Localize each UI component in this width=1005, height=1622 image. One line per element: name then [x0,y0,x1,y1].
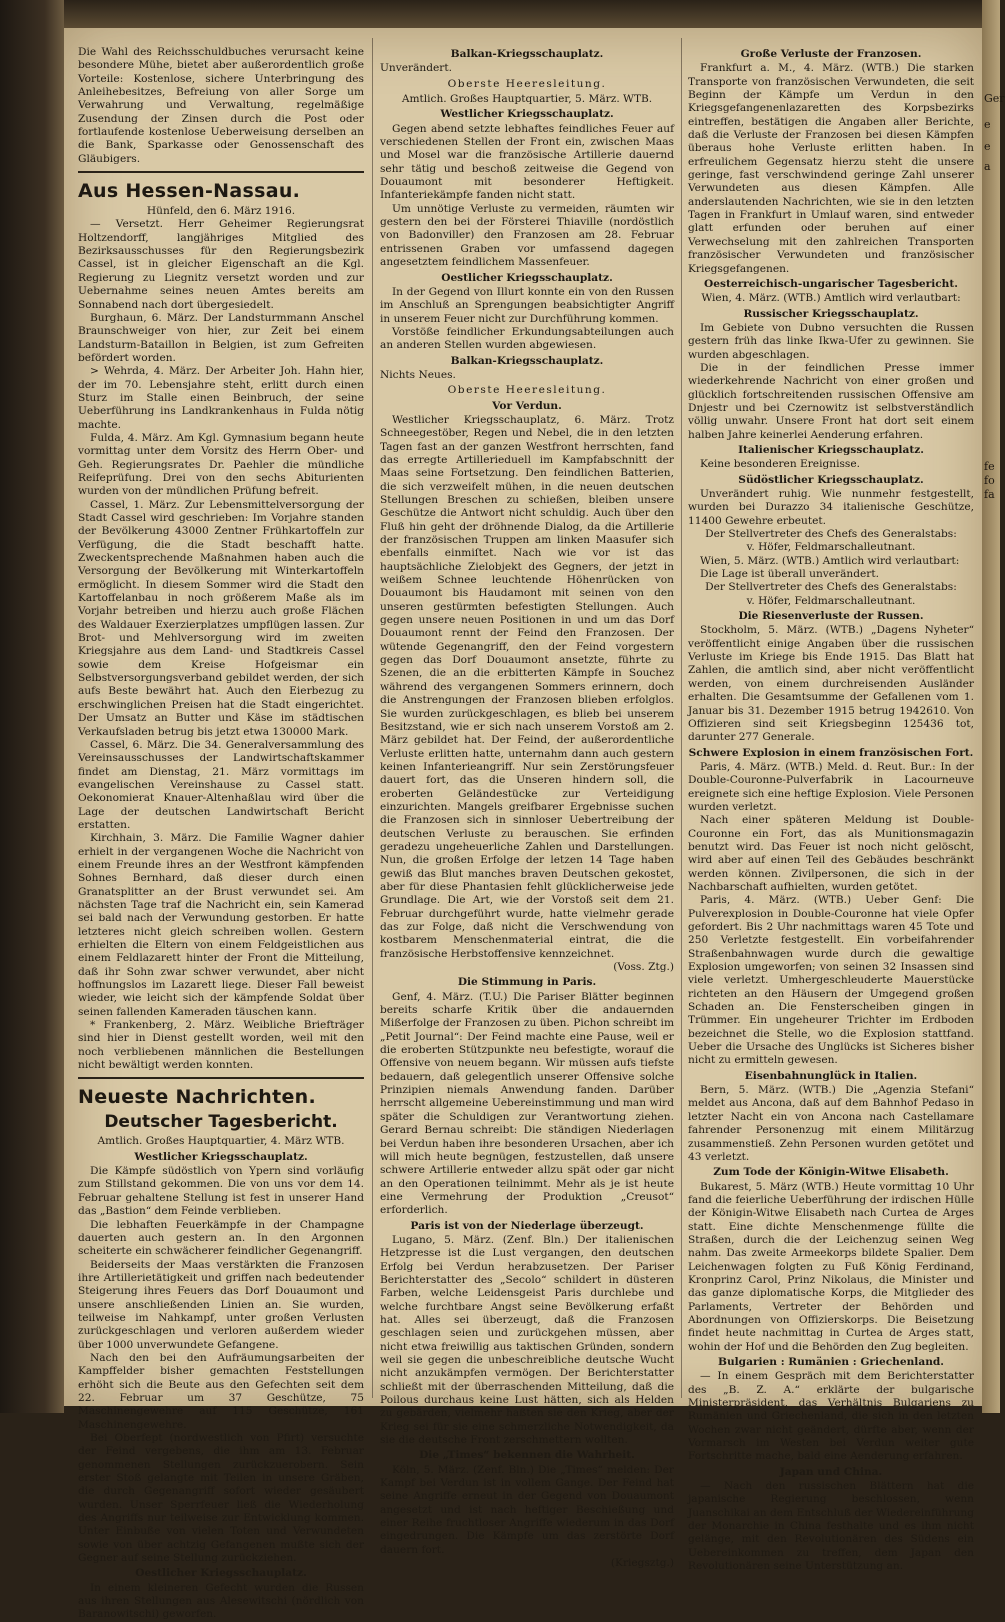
article-paragraph: Im Gebiete von Dubno versuchten die Russen gestern früh das linke Ikwa-Ufer zu gewinnen. Sie wurden abgeschlagen. [688,321,974,361]
headline: Japan und China. [779,1465,883,1478]
article-paragraph: Unverändert. [380,62,452,75]
article-paragraph: Burghaun, 6. März. Der Landsturmmann Anschel Braunschweiger von hier, zur Zeit bei einem Landsturm-Bataillon in Belgien, ist zum Gefreiten befördert worden. [78,311,364,364]
article-paragraph: Frankfurt a. M., 4. März. (WTB.) Die starken Transporte von französischen Verwundeten, die seit Beginn der Kämpfe um Verdun in den Kriegsgefangenenlazaretten des Korpsbezirks eintreffen, bestätigen die Angaben aller Berichte, daß die Verluste der Franzosen bei diesen Kämpfen überaus hohe Verluste erlitten haben. In erfreulichem Gegensatz hierzu steht die unsere geringe, fast verschwindend geringe Zahl unserer Verwundeten aus diesen Kämpfen. Alle anderslautenden Nachrichten, wie sie in den letzten Tagen in Frankfurt in Umlauf waren, sind entweder glatt erfunden oder beruhen auf einer Verwechselung mit den zahlreichen Transporten französischer Verwundeten und französischer Kriegsgefangenen. [688,62,974,275]
article-paragraph: * Frankenberg, 2. März. Weibliche Briefträger sind hier in Dienst gestellt worden, weil mit den noch verbliebenen männlichen die Bestellungen nicht bewältigt werden konnten. [78,1019,364,1072]
report-dateline: Amtlich. Großes Hauptquartier, 4. März WTB. [97,1135,345,1148]
edge-text: Ger [984,92,1005,105]
column-left [78,46,364,1622]
newspaper-page [64,28,982,1621]
report-title: Deutscher Tagesbericht. [104,1112,338,1133]
article-paragraph: In einem kleineren Gefecht wurden die Russen aus ihren Stellungen aus Alesewitschi (nördlich von Baranowitschi) geworfen. [78,1581,364,1621]
edge-text: fo [984,474,995,487]
article-paragraph: Vorstöße feindlicher Erkundungsabteilungen auch an anderen Stellen wurden abgewiesen. [380,325,674,352]
headline: Die „Times“ bekennen die Wahrheit. [419,1449,635,1462]
subhead: Südöstlicher Kriegsschauplatz. [738,473,924,486]
article-paragraph: Bei Oberfept (nordwestlich von Pfirt) versuchte der Feind vergebens, die ihm am 13. Februar genommenen Stellungen zurückzuerobern. Sein erster Stoß gelangte mit Teilen in unsere Gräben, die durch Gegenangriff sofort wieder gesäubert wurden. Unser Sperrfeuer ließ die Wiederholung des Angriffs nur teilweise zur Entwicklung kommen. Unter Einbuße von vielen Toten und Verwundeten sowie von über achtzig Gefangenen mußte sich der Gegner auf seine Stellung zurückziehen. [78,1432,364,1565]
signature: Oberste Heeresleitung. [447,384,607,397]
edge-text: fe [984,460,995,473]
article-paragraph: Köln, 5. März. (Zenf. Bln.) Die „Times“ melden: Der Kampf bei Verdun ist in vollem Gange. Der Feind hat seine Angriffe erneut in der Gegend von Douaumont angesetzt und ist nach heftiger Beschießung und einer Reihe fruchtloser Angriffe wiederum in das Dorf eingedrungen. Die Kämpfe um das zerstörte Dorf dauern fort. [380,1463,674,1556]
signature: Der Stellvertreter des Chefs des Generalstabs: [705,581,957,594]
article-paragraph: Unverändert ruhig. Wie nunmehr festgestellt, wurden bei Durazzo 34 italienische Geschütze, 11400 Gewehre erbeutet. [688,488,974,527]
article-paragraph: Genf, 4. März. (T.U.) Die Pariser Blätter beginnen bereits scharfe Kritik über die andauernden Mißerfolge der Franzosen zu üben. Pichon schreibt im „Petit Journal“: Der Feind machte eine Pause, weil er die eroberten Stützpunkte neu befestigte, worauf die Offensive von neuem begann. Wir müssen aufs tiefste bedauern, daß gelegentlich unserer Offensive solche Prinzipien niemals Anwendung fanden. Darüber herrscht allgemeine Uebereinstimmung und man wird später die Schuldigen zur Verantwortung ziehen. Gerard Bernau schreibt: Die ständigen Niederlagen bei Verdun haben ihre besonderen Ursachen, aber ich will mich heute begnügen, festzustellen, daß unsere schwere Artillerie entweder allzu spät oder gar nicht an den Operationen teilnimmt. Mehr als je ist heute eine Vermehrung der Produktion „Creusot“ erforderlich. [380,990,674,1217]
article-paragraph: Wien, 5. März. (WTB.) Amtlich wird verlautbart: [700,554,960,567]
headline: Eisenbahnunglück in Italien. [744,1069,918,1082]
news-title: Neueste Nachrichten. [78,1086,316,1109]
top-edge [64,0,982,28]
intro-paragraph: Die Wahl des Reichsschuldbuches verursacht keine besondere Mühe, bietet aber außerordentlich große Vorteile: Kostenlose, sichere Unterbringung des Anleihebesitzes, Befreiung von aller Sorge um Verwahrung und Verwaltung, regelmäßige Zusendung der Zinsen durch die Post oder fortlaufende kostenlose Ueberweisung derselben an die Bank, Sparkasse oder Genossenschaft des Gläubigers. [78,46,364,165]
edge-text: a [984,160,991,173]
signature: v. Höfer, Feldmarschalleutnant. [746,541,916,554]
column-middle [380,46,674,1571]
subhead: Westlicher Kriegsschauplatz. [134,1150,308,1163]
article-paragraph: — Versetzt. Herr Geheimer Regierungsrat Holtzendorff, langjähriges Mitglied des Bezirksausschusses für den Regierungsbezirk Cassel, ist in gleicher Eigenschaft an die Kgl. Regierung zu Liegnitz versetzt worden und zur Uebernahme seines neuen Amtes bereits am Sonnabend nach dort übergesiedelt. [78,218,364,311]
article-paragraph: — Nach den russischen Blättern hat die japanische Regierung beschlossen, wenn Juanschikai an dem Entschluß der Wiedereinführung der Monarchie in China festhalte und es ihm nicht gelänge, mit den Revolutionären des Südens ein Uebereinkommen zu treffen, dem Japan den Revolutionären seine Unterstützung an. [688,1480,974,1573]
article-paragraph: In der Gegend von Illurt konnte ein von den Russen im Anschluß an Sprengungen beabsichtigter Angriff in unserem Feuer nicht zur Durchführung kommen. [380,285,674,325]
headline: Paris ist von der Niederlage überzeugt. [410,1219,644,1232]
subhead: Oestlicher Kriegsschauplatz. [135,1567,307,1580]
headline: Vor Verdun. [492,399,562,412]
signature: Oberste Heeresleitung. [447,77,607,90]
binding-spine [0,0,64,1413]
article-paragraph: Um unnötige Verluste zu vermeiden, räumten wir gestern den bei der Försterei Thiaville (nordöstlich von Badonviller) den Franzosen am 28. Februar entrissenen Graben vor umfassend dagegen angesetztem feindlichem Massenfeuer. [380,202,674,269]
article-paragraph: Bern, 5. März. (WTB.) Die „Agenzia Stefani“ meldet aus Ancona, daß auf dem Bahnhof Pedaso in letzter Nacht ein von Ancona nach Castellamare fahrender Personenzug mit einem Militärzug zusammenstieß. Zehn Personen wurden getötet und 43 verletzt. [688,1084,974,1163]
article-paragraph: > Wehrda, 4. März. Der Arbeiter Joh. Hahn hier, der im 70. Lebensjahre steht, erlitt durch einen Sturz im Stalle einen Beinbruch, der seine Ueberführung ins Landkrankenhaus in Fulda nötig machte. [78,365,364,431]
article-paragraph: Die Lage ist überall unverändert. [700,568,879,581]
article-paragraph: Cassel, 1. März. Zur Lebensmittelversorgung der Stadt Cassel wird geschrieben: Im Vorjahre standen der Bevölkerung 43000 Zentner Frühkartoffeln zur Verfügung, die die Stadt beschafft hatte. Zweckentsprechende Maßnahmen haben auch die Versorgung der Bevölkerung mit Winterkartoffeln ermöglicht. In diesem Sommer wird die Stadt den Kartoffelanbau in noch größerem Maße als im Vorjahr betreiben und hierzu auch große Flächen des Waldauer Exerzierplatzes umpflügen lassen. Zur Brot- und Mehlversorgung wird im zweiten Kriegsjahre aus dem Land- und Stadtkreis Cassel sowie dem Kreise Hofgeismar ein Selbstversorgungsverband gebildet werden, der sich aufs Beste bewährt hat. Auch den Eierbezug zu erschwinglichen Preisen hat die Stadt eingerichtet. Der Umsatz an Butter und Käse im städtischen Verkaufsladen betrug bis jetzt etwa 130000 Mark. [78,498,364,738]
article-paragraph: Paris, 4. März. (WTB.) Meld. d. Reut. Bur.: In der Double-Couronne-Pulverfabrik in Lacourneuve ereignete sich eine heftige Explosion. Viele Personen wurden verletzt. [688,760,974,813]
article-paragraph: Lugano, 5. März. (Zenf. Bln.) Der italienischen Hetzpresse ist die Lust vergangen, den deutschen Erfolg bei Verdun herabzusetzen. Der Pariser Berichterstatter des „Secolo“ schildert in düsteren Farben, welche Leidensgeist Paris durchlebe und welche furchtbare Angst seine Bevölkerung erfaßt hat. Alles sei überzeugt, daß die Franzosen geschlagen seien und zurückgehen müssen, aber nicht etwa freiwillig aus taktischen Gründen, sondern weil sie gegen die unbeschreibliche deutsche Wucht nicht anzukämpfen vermögen. Der Berichterstatter schließt mit der überraschenden Mitteilung, daß die Poilous durchaus keine Lust hätten, sich als Helden zu gebärden, vielmehr haßten sie den Krieg, aber der Krieg sei für sie eine schmerzliche Notwendigkeit, da sie die deutsche Front zerschmettern wollten. [380,1233,674,1447]
edge-text: e [984,140,991,153]
headline: Große Verluste der Franzosen. [740,48,922,60]
subhead: Oestlicher Kriegsschauplatz. [441,271,613,284]
subhead: Russischer Kriegsschauplatz. [743,307,919,320]
subhead: Italienischer Kriegsschauplatz. [738,443,924,456]
source: (Kriegsztg.) [610,1557,674,1570]
source: (Voss. Ztg.) [613,961,674,974]
dateline: Hünfeld, den 6. März 1916. [146,205,296,218]
article-paragraph: Nichts Neues. [380,368,456,381]
article-paragraph: Keine besonderen Ereignisse. [700,458,860,471]
article-paragraph: Beiderseits der Maas verstärkten die Franzosen ihre Artillerietätigkeit und griffen nach bedeutender Steigerung ihres Feuers das Dorf Douaumont und unsere anschließenden Linien an. Sie wurden, teilweise im Nahkampf, unter großen Verlusten zurückgeschlagen und verloren außerdem wieder über 1000 unverwundete Gefangene. [78,1258,364,1351]
edge-text: e [984,118,991,131]
dateline: Wien, 4. März. (WTB.) Amtlich wird verlautbart: [701,292,961,305]
headline: Die Stimmung in Paris. [457,976,597,989]
headline: Zum Tode der Königin-Witwe Elisabeth. [713,1166,949,1179]
article-paragraph: Cassel, 6. März. Die 34. Generalversammlung des Vereinsausschusses der Landwirtschaftskammer findet am Dienstag, 21. März vormittags im evangelischen Vereinshause zu Cassel statt. Oekonomierat Knauer-Altenhaßlau wird über die Lage der deutschen Landwirtschaft Bericht erstatten. [78,738,364,831]
subhead: Balkan-Kriegsschauplatz. [450,354,604,367]
article-paragraph: Gegen abend setzte lebhaftes feindliches Feuer auf verschiedenen Stellen der Front ein, zwischen Maas und Mosel war die französische Artillerie dauernd sehr tätig und beschoß zeitweise die Gegend von Douaumont mit besonderer Heftigkeit. Infanteriekämpfe fanden nicht statt. [380,122,674,202]
article-paragraph: — In einem Gespräch mit dem Berichterstatter des „B. Z. A.“ erklärte der bulgarische Ministerpräsident, das Verhältnis Bulgariens zu Rumänien und Griechenland, die sich in den letzten Wochen zwar nicht geändert, dürfte aber, wenn der Vormarsch im Westen bei Verdun weiter gute Fortschritte mache, bald eine Aenderung erfahren. [688,1370,974,1463]
article-paragraph: Westlicher Kriegsschauplatz, 6. März. Trotz Schneegestöber, Regen und Nebel, die in den letzten Tagen fast an der ganzen Westfront herrschten, fand das erregte Artillerieduell im Kampfabschnitt der Maas seine Fortsetzung. Den feindlichen Batterien, die sich verzweifelt mühen, in die neuen deutschen Stellungen Breschen zu schießen, bleiben unsere Geschütze die Antwort nicht schuldig. Auch über den Fluß hin geht der dröhnende Dialog, da die Artillerie der französischen Truppen am linken Maasufer sich ebenfalls einmiſtet. Nach wie vor ist das hauptsächliche Zielobjekt des Gegners, der jetzt in weißem Schnee leuchtende Höhenrücken von Douaumont bis Haudamont mit seinen von den unseren gestürmten befestigten Stellungen. Auch gegen unsere neuen Positionen in und um das Dorf Douaumont rennt der Feind den Franzosen. Der wütende Gegenangriff, den der Feind vorgestern gegen das Dorf Douaumont ansetzte, führte zu Szenen, die an die erbitterten Kämpfe in Souchez während des vergangenen Sommers erinnern, doch die Anstrengungen der Franzosen blieben erfolglos. Sie wurden zurückgeschlagen, es blieb bei unserem Besitzstand, wie er sich nach unserem Vorstoß am 2. März gebildet hat. Der Feind, der außerordentliche Verluste erlitten hatte, unternahm dann auch gestern keinen Infanterieangriff. Nur sein Zerstörungsfeuer dauert fort, das die Unseren hindern soll, die eroberten Geländestücke zur Verteidigung einzurichten. Mangels greifbarer Ergebnisse suchen die Franzosen sich in sinnloser Uebertreibung der deutschen Verluste zu berauschen. Sie erfinden geradezu ungeheuerliche Zahlen und Darstellungen. Nun, die großen Erfolge der letzen 14 Tage haben gewiß das Blut manches braven Deutschen gekostet, aber für diese Phantasien fehlt glücklicherweise jede Grundlage. Die Art, wie der Vorstoß seit dem 21. Februar durchgeführt wurde, hatte vielmehr gerade das zur Folge, daß nicht die Verschwendung von kostbarem Menschenmaterial eintrat, die die französische Herbstoffensive kennzeichnet. [380,413,674,960]
article-paragraph: Fulda, 4. März. Am Kgl. Gymnasium begann heute vormittag unter dem Vorsitz des Herrn Ober- und Geh. Regierungsrates Dr. Paehler die mündliche Reifeprüfung. Drei von den sechs Abiturienten wurden von der mündlichen Prüfung befreit. [78,431,364,498]
headline: Oesterreichisch-ungarischer Tagesbericht. [704,277,958,290]
article-paragraph: Nach den bei den Aufräumungsarbeiten der Kampffelder bisher gemachten Feststellungen erhöht sich die Beute aus den Gefechten seit dem 22. Februar um 37 Geschütze, 75 Maschinengewehre auf 115 Geschütze, 161 Maschinengewehre. [78,1351,364,1431]
article-paragraph: Die Kämpfe südöstlich von Ypern sind vorläufig zum Stillstand gekommen. Die von uns vor dem 14. Februar gehaltene Stellung ist fest in unserer Hand das „Bastion“ dem Feinde verblieben. [78,1165,364,1218]
column-rule [372,38,373,1398]
headline: Bulgarien : Rumänien : Griechenland. [718,1356,944,1368]
article-paragraph: Nach einer späteren Meldung ist Double-Couronne ein Fort, das als Munitionsmagazin benutzt wird. Das Feuer ist noch nicht gelöscht, wird aber auf einen Teil des Gebäudes beschränkt werden können. Zivilpersonen, die sich in der Nachbarschaft aufhielten, wurden getötet. [688,814,974,893]
article-paragraph: Die in der feindlichen Presse immer wiederkehrende Nachricht von einer großen und glücklich fortschreitenden russischen Offensive am Dnjestr und bei Czernowitz ist selbstverständlich völlig unwahr. Unsere Front hat dort seit einem halben Jahre keinerlei Aenderung erfahren. [688,361,974,441]
divider [78,171,364,173]
signature: v. Höfer, Feldmarschalleutnant. [746,594,916,607]
section-title: Aus Hessen-Nassau. [78,180,301,203]
headline: Die Riesenverluste der Russen. [738,610,924,623]
subhead: Balkan-Kriegsschauplatz. [450,48,604,60]
dateline: Amtlich. Großes Hauptquartier, 5. März. WTB. [401,93,653,106]
subhead: Westlicher Kriegsschauplatz. [440,108,614,121]
divider [78,1077,364,1079]
article-paragraph: Die lebhaften Feuerkämpfe in der Champagne dauerten auch gestern an. In den Argonnen scheiterte ein schwächerer feindlicher Gegenangriff. [78,1218,364,1258]
article-paragraph: Paris, 4. März. (WTB.) Ueber Genf: Die Pulverexplosion in Double-Couronne hat viele Opfer gefordert. Bis 2 Uhr nachmittags waren 45 Tote und 250 Verletzte festgestellt. Ein vorbeifahrender Straßenbahnwagen wurde durch die gewaltige Explosion umgeworfen; von seinen 32 Insassen sind viele verletzt. Umhergeschleuderte Mauerstücke richteten an den Häusern der Umgegend großen Schaden an. Die Fensterscheiben gingen in Trümmer. Ein ungeheurer Trichter im Erdboden bezeichnet die Stelle, wo die Explosion stattfand. Ueber die Ursache des Unglücks ist Sicheres bisher nicht zu ermitteln gewesen. [688,894,974,1067]
column-right [688,46,974,1574]
article-paragraph: Stockholm, 5. März. (WTB.) „Dagens Nyheter“ veröffentlicht einige Angaben über die russischen Verluste im Kriege bis Ende 1915. Das Blatt hat Zahlen, die amtlich sind, aber nicht veröffentlicht werden, von einem durchreisenden Ausländer erhalten. Die Gesamtsumme der Gefallenen vom 1. Januar bis 31. Dezember 1915 betrug 1942610. Von Offizieren sind seit Kriegsbeginn 125436 tot, darunter 277 Generale. [688,624,974,744]
headline: Schwere Explosion in einem französischen Fort. [688,746,974,759]
article-paragraph: Bukarest, 5. März (WTB.) Heute vormittag 10 Uhr fand die feierliche Ueberführung der irdischen Hülle der Königin-Witwe Elisabeth nach Curtea de Arges statt. Eine dichte Menschenmenge füllte die Straßen, durch die der Leichenzug seinen Weg nahm. Das zweite Armeekorps bildete Spalier. Dem Leichenwagen folgten zu Fuß König Ferdinand, Kronprinz Carol, Prinz Nikolaus, die Minister und das ganze diplomatische Korps, die Mitglieder des Parlaments, Vertreter der Behörden und Abordnungen von Offizierskorps. Die Beisetzung findet heute nachmittag in Curtea de Arges statt, wohin der Hof und die Behörden den Zug begleiten. [688,1180,974,1353]
edge-text: fa [984,488,995,501]
column-rule [681,38,682,1398]
adjacent-page-edge [982,0,1005,1413]
signature: Der Stellvertreter des Chefs des Generalstabs: [705,528,957,541]
article-paragraph: Kirchhain, 3. März. Die Familie Wagner dahier erhielt in der vergangenen Woche die Nachricht von einem Freunde ihres an der Westfront kämpfenden Sohnes Bernhard, daß dieser durch einen Granatsplitter an der Brust verwundet sei. Am nächsten Tage traf die Nachricht ein, sein Kamerad sei bald nach der Verwundung gestorben. Er hatte letzteres nicht gleich schreiben wollen. Gestern erhielten die Eltern von einem Feldgeistlichen aus einem Feldlazarett hinter der Front die Mitteilung, daß ihr Sohn zwar schwer verwundet, aber nicht hoffnungslos im Lazarett liege. Dieser Fall beweist wieder, wie leicht sich der kämpfende Soldat über seinen fallenden Kameraden täuschen kann. [78,832,364,1018]
